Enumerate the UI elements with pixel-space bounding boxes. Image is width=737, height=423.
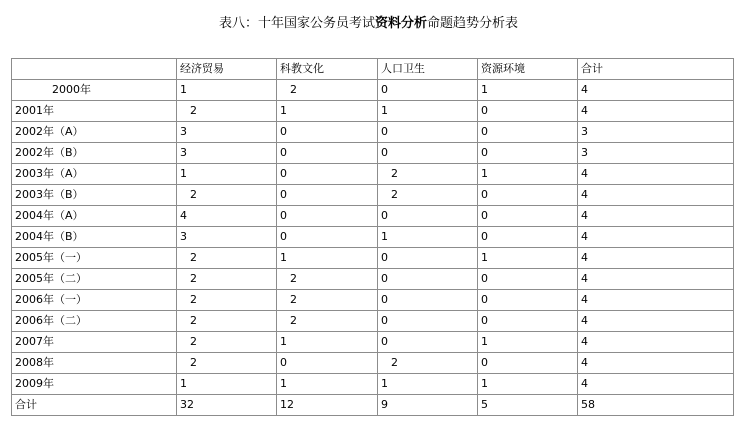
row-label-cell: 合计 [12, 395, 177, 416]
table-cell: 0 [478, 227, 578, 248]
table-row [12, 206, 734, 227]
title-bold: 资料分析 [374, 16, 427, 31]
table-row [12, 374, 734, 395]
row-label-cell: 2000年 [12, 80, 177, 101]
table-cell: 1 [177, 374, 277, 395]
table-cell: 2 [277, 290, 378, 311]
table-cell: 2 [378, 185, 478, 206]
table-cell: 9 [378, 395, 478, 416]
table-cell: 2 [177, 353, 277, 374]
table-cell: 2 [277, 80, 378, 101]
table-cell: 0 [378, 248, 478, 269]
table-cell: 2 [177, 101, 277, 122]
table-cell: 0 [378, 80, 478, 101]
table-row [12, 395, 734, 416]
trend-table [11, 58, 734, 416]
row-label-cell: 2001年 [12, 101, 177, 122]
table-cell: 1 [478, 80, 578, 101]
table-cell: 1 [478, 332, 578, 353]
header-cell: 经济贸易 [177, 59, 277, 80]
table-cell: 4 [578, 101, 734, 122]
row-label-cell: 2004年（A） [12, 206, 177, 227]
table-cell: 3 [177, 122, 277, 143]
table-cell: 1 [177, 80, 277, 101]
table-cell: 4 [578, 164, 734, 185]
table-row [12, 353, 734, 374]
table-row [12, 248, 734, 269]
table-cell: 5 [478, 395, 578, 416]
table-cell: 1 [177, 164, 277, 185]
table-cell: 0 [478, 206, 578, 227]
table-cell: 3 [578, 122, 734, 143]
table-cell: 0 [277, 206, 378, 227]
table-cell: 1 [478, 164, 578, 185]
header-cell: 科教文化 [277, 59, 378, 80]
table-row [12, 143, 734, 164]
table-row [12, 122, 734, 143]
row-label-cell: 2002年（B） [12, 143, 177, 164]
table-cell: 58 [578, 395, 734, 416]
table-cell: 0 [378, 332, 478, 353]
header-cell: 资源环境 [478, 59, 578, 80]
page-title [0, 16, 737, 32]
table-cell: 1 [378, 101, 478, 122]
table-cell: 0 [277, 185, 378, 206]
table-cell: 4 [578, 80, 734, 101]
row-label-cell: 2002年（A） [12, 122, 177, 143]
table-row [12, 227, 734, 248]
table-row [12, 185, 734, 206]
table-cell: 0 [478, 353, 578, 374]
table-cell: 4 [578, 290, 734, 311]
table-cell: 0 [478, 185, 578, 206]
table-cell: 3 [177, 227, 277, 248]
row-label-cell: 2003年（B） [12, 185, 177, 206]
header-cell [12, 59, 177, 80]
table-row [12, 164, 734, 185]
table-cell: 4 [578, 311, 734, 332]
table-cell: 4 [578, 206, 734, 227]
table-cell: 0 [478, 269, 578, 290]
table-cell: 0 [478, 122, 578, 143]
table-cell: 0 [277, 353, 378, 374]
table-cell: 0 [378, 206, 478, 227]
table-cell: 0 [478, 101, 578, 122]
table-cell: 0 [378, 290, 478, 311]
table-cell: 4 [578, 185, 734, 206]
table-cell: 2 [378, 353, 478, 374]
table-cell: 0 [378, 143, 478, 164]
table-cell: 32 [177, 395, 277, 416]
table-cell: 1 [277, 101, 378, 122]
table-row [12, 80, 734, 101]
table-cell: 4 [578, 332, 734, 353]
header-row [12, 59, 734, 80]
table-cell: 4 [578, 374, 734, 395]
table-cell: 2 [277, 269, 378, 290]
table-cell: 4 [578, 269, 734, 290]
table-cell: 0 [277, 164, 378, 185]
header-cell: 合计 [578, 59, 734, 80]
table-cell: 0 [277, 122, 378, 143]
table-cell: 4 [177, 206, 277, 227]
table-cell: 0 [478, 290, 578, 311]
table-cell: 1 [277, 374, 378, 395]
table-cell: 1 [277, 248, 378, 269]
table-cell: 0 [378, 311, 478, 332]
table-cell: 1 [378, 227, 478, 248]
table-cell: 2 [177, 332, 277, 353]
row-label-cell: 2006年（一） [12, 290, 177, 311]
row-label-cell: 2007年 [12, 332, 177, 353]
row-label-cell: 2004年（B） [12, 227, 177, 248]
table-cell: 0 [478, 311, 578, 332]
table-cell: 1 [277, 332, 378, 353]
table-cell: 0 [378, 269, 478, 290]
table-cell: 3 [578, 143, 734, 164]
table-row [12, 332, 734, 353]
table-cell: 4 [578, 248, 734, 269]
table-cell: 1 [478, 374, 578, 395]
table-row [12, 101, 734, 122]
table-cell: 2 [177, 248, 277, 269]
table-cell: 1 [478, 248, 578, 269]
table-cell: 2 [277, 311, 378, 332]
row-label-cell: 2008年 [12, 353, 177, 374]
table-cell: 4 [578, 353, 734, 374]
table-cell: 2 [177, 290, 277, 311]
title-prefix: 表八：十年国家公务员考试 [218, 16, 375, 31]
table-cell: 0 [478, 143, 578, 164]
table-cell: 2 [378, 164, 478, 185]
table-cell: 0 [378, 122, 478, 143]
table-row [12, 269, 734, 290]
table-row [12, 311, 734, 332]
row-label-cell: 2009年 [12, 374, 177, 395]
row-label-cell: 2005年（一） [12, 248, 177, 269]
row-label-cell: 2006年（二） [12, 311, 177, 332]
table-cell: 0 [277, 143, 378, 164]
table-cell: 1 [378, 374, 478, 395]
table-cell: 2 [177, 311, 277, 332]
table-cell: 0 [277, 227, 378, 248]
table-cell: 2 [177, 269, 277, 290]
row-label-cell: 2003年（A） [12, 164, 177, 185]
table-row [12, 290, 734, 311]
table-cell: 3 [177, 143, 277, 164]
table-cell: 2 [177, 185, 277, 206]
row-label-cell: 2005年（二） [12, 269, 177, 290]
header-cell: 人口卫生 [378, 59, 478, 80]
title-suffix: 命题趋势分析表 [427, 16, 519, 31]
table-cell: 12 [277, 395, 378, 416]
table-cell: 4 [578, 227, 734, 248]
